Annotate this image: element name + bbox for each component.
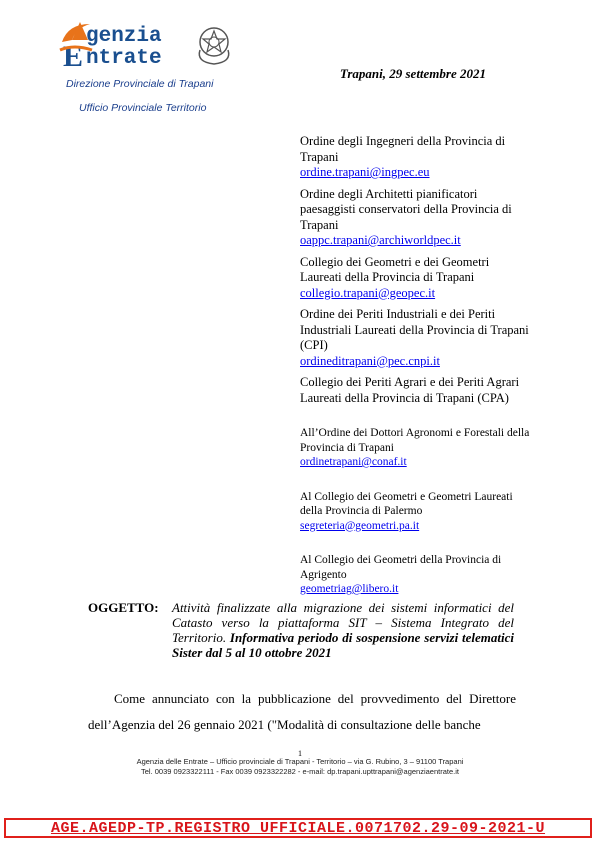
agenzia-entrate-logo — [58, 14, 236, 76]
recipient-name: Ordine dei Periti Industriali e dei Periti Industriali Laureati della Provincia di Trapani (CPI) — [300, 307, 529, 352]
body-text: Come annunciato con la pubblicazione del provvedimento del Direttore dell’Agenzia del 26 gennaio 2021 ("Modalità di consultazione delle banche — [88, 691, 516, 732]
recipient-email-link[interactable]: ordineditrapani@pec.cnpi.it — [300, 353, 440, 368]
recipient-email-link[interactable]: oappc.trapani@archiworldpec.it — [300, 233, 461, 247]
recipient-name: Al Collegio dei Geometri e Geometri Laureati della Provincia di Palermo — [300, 490, 513, 517]
logo-word-entrate: ntrate — [86, 47, 162, 70]
recipient-name: Al Collegio dei Geometri della Provincia di Agrigento — [300, 554, 502, 581]
subject-italic: Attività finalizzate alla migrazione dei sistemi informatici del Catasto verso la piattaforma SIT – Sistema Integrato del Territorio. — [172, 600, 514, 645]
recipient — [300, 307, 530, 369]
recipient — [300, 187, 530, 249]
footer-contacts: Tel. 0039 0923322111 - Fax 0039 0923322282 - e-mail: dp.trapani.upttrapani@agenziaentrate.it — [141, 767, 459, 776]
italian-republic-emblem-icon — [194, 22, 234, 66]
department-name: Direzione Provinciale di Trapani — [66, 78, 214, 90]
recipient-name: Ordine degli Architetti pianificatori paesaggisti conservatori della Provincia di Trapani — [300, 186, 512, 232]
protocol-stamp: AGE.AGEDP-TP.REGISTRO UFFICIALE.0071702.29-09-2021-U — [4, 818, 592, 838]
svg-text:E: E — [63, 40, 84, 70]
recipient — [300, 255, 530, 302]
recipient — [300, 426, 530, 470]
recipient — [300, 490, 530, 534]
recipient — [300, 134, 530, 181]
office-name: Ufficio Provinciale Territorio — [79, 102, 207, 114]
footer — [0, 757, 600, 777]
page-number: 1 — [298, 749, 302, 758]
recipient-list — [300, 134, 530, 617]
subject-text — [172, 600, 514, 660]
footer-address: Agenzia delle Entrate – Ufficio provinciale di Trapani - Territorio – via G. Rubino, 3 – 91100 Trapani — [136, 757, 464, 766]
recipient-name: All’Ordine dei Dottori Agronomi e Forestali della Provincia di Trapani — [300, 427, 530, 454]
body-paragraph — [88, 686, 516, 738]
recipient-name: Collegio dei Periti Agrari e dei Periti Agrari Laureati della Provincia di Trapani (CPA) — [300, 375, 520, 405]
logo-word-agenzia: genzia — [86, 25, 162, 48]
recipient-email-link[interactable]: collegio.trapani@geopec.it — [300, 285, 436, 300]
recipient-email-link[interactable]: ordinetrapani@conaf.it — [300, 456, 407, 468]
recipient — [300, 375, 530, 406]
recipient-email-link[interactable]: segreteria@geometri.pa.it — [300, 519, 420, 532]
subject-bold: Informativa periodo di sospensione servizi telematici Sister dal 5 al 10 ottobre 2021 — [172, 630, 514, 660]
recipient-email-link[interactable]: ordine.trapani@ingpec.eu — [300, 165, 430, 179]
recipient-name: Collegio dei Geometri e dei Geometri Laureati della Provincia di Trapani — [300, 254, 490, 284]
dateline: Trapani, 29 settembre 2021 — [339, 66, 486, 81]
subject-label: OGGETTO: — [88, 600, 159, 615]
recipient-email-link[interactable]: geometriag@libero.it — [300, 583, 399, 595]
recipient-name: Ordine degli Ingegneri della Provincia di Trapani — [300, 134, 506, 164]
recipient — [300, 553, 530, 597]
